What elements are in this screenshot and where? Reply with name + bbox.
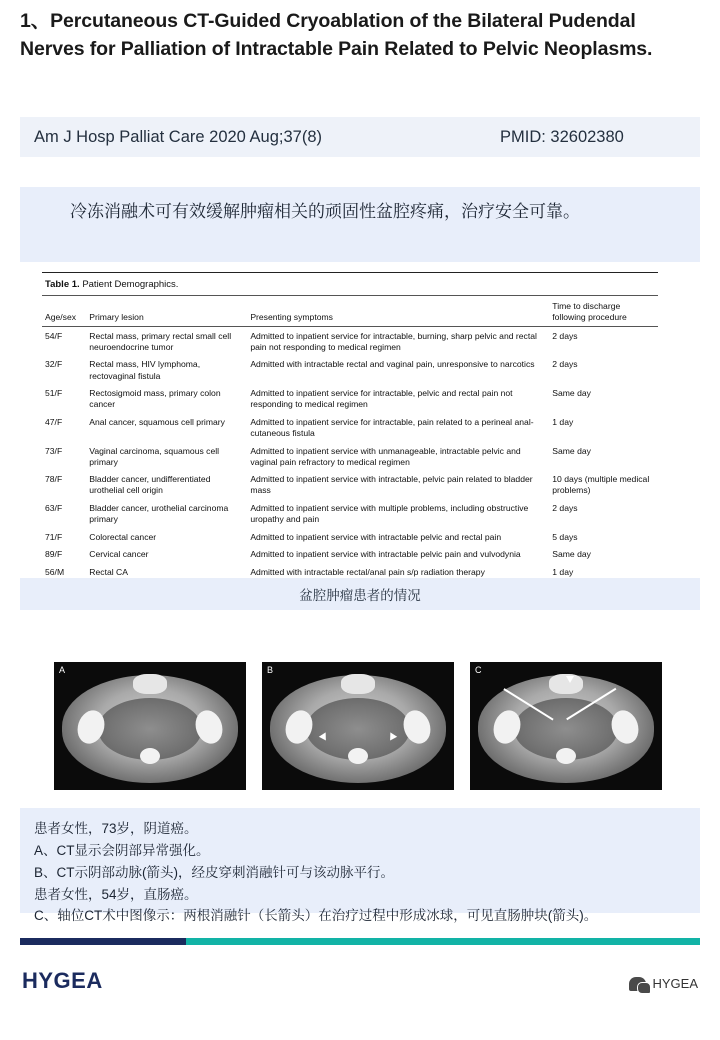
legend-line-3: B、CT示阴部动脉(箭头)，经皮穿刺消融针可与该动脉平行。 [34,864,394,880]
sacrum-bone-a [133,674,167,694]
table-row [42,385,658,414]
conclusion-box: 冷冻消融术可有效缓解肿瘤相关的顽固性盆腔疼痛，治疗安全可靠。 [20,187,700,262]
cell-discharge: Same day [552,445,591,456]
ct-image-c [470,662,662,790]
table-caption-label: Table 1. [45,279,80,290]
ct-panel-label-b: B [267,665,274,675]
column-header-age-sex: Age/sex [42,296,86,327]
pubic-bone-a [140,748,160,764]
cell-symptoms: Admitted to inpatient service for intractable, pain related to a perineal anal-cutaneous fistula [250,416,534,438]
ct-image-a [54,662,246,790]
cell-age-sex: 71/F [45,531,63,542]
cell-lesion: Bladder cancer, urothelial carcinoma primary [89,502,229,525]
table-row [42,500,658,529]
cell-discharge: 5 days [552,531,578,542]
journal-info-bar [20,117,700,157]
wechat-icon [629,977,646,991]
cell-symptoms: Admitted to inpatient service with intractable pelvic pain and vulvodynia [250,549,521,560]
footer-brand-logo: HYGEA [22,968,103,993]
cell-age-sex: 78/F [45,474,63,485]
table-row [42,442,658,471]
cell-symptoms: Admitted with intractable rectal and vaginal pain, unresponsive to narcotics [250,359,535,370]
table-row [42,414,658,443]
cell-discharge: 10 days (multiple medical problems) [552,474,650,496]
table-row [42,327,658,356]
column-header-time-to-discharge: Time to discharge following procedure [549,296,658,327]
cell-lesion: Rectal mass, HIV lymphoma, rectovaginal fistula [89,359,201,381]
cell-lesion: Rectal CA [89,566,128,577]
cell-age-sex: 47/F [45,416,63,427]
sacrum-bone-b [341,674,375,694]
ct-panel-label-a: A [59,665,66,675]
cell-discharge: Same day [552,388,591,399]
cell-age-sex: 32/F [45,359,63,370]
table-caption [42,273,658,296]
legend-line-2: A、CT显示会阴部异常强化。 [34,842,210,858]
column-header-primary-lesion: Primary lesion [86,296,247,327]
pmid-label: PMID: 32602380 [500,127,624,146]
cell-age-sex: 56/M [45,566,65,577]
table-row [42,356,658,385]
ct-panel-label-c: C [475,665,482,675]
legend-line-1: 患者女性，73岁，阴道癌。 [34,821,198,836]
cell-symptoms: Admitted to inpatient service with intractable, pelvic pain related to bladder mass [250,474,533,496]
table-subcaption-bar: 盆腔肿瘤患者的情况 [20,578,700,610]
cell-lesion: Colorectal cancer [89,531,157,542]
cell-age-sex: 51/F [45,388,63,399]
footer-divider [20,938,700,945]
column-header-presenting-symptoms: Presenting symptoms [247,296,549,327]
table-row [42,529,658,547]
cell-symptoms: Admitted to inpatient service with multiple problems, including obstructive uropathy and pain [250,502,529,525]
patient-demographics-table [42,272,658,583]
cell-symptoms: Admitted to inpatient service for intractable, pelvic and rectal pain not responding to medical regimen [250,388,513,410]
footer-divider-navy-segment [20,938,186,945]
ct-image-row [54,662,666,790]
footer-wechat-account [629,976,698,991]
pubic-bone-c [556,748,576,764]
cell-symptoms: Admitted to inpatient service for intractable, burning, sharp pelvic and rectal pain not responding to medical regimen [250,330,537,352]
table-row [42,546,658,564]
footer-wechat-name: HYGEA [652,976,698,991]
cell-discharge: 2 days [552,359,578,370]
legend-line-4: 患者女性，54岁，直肠癌。 [34,886,198,902]
cell-discharge: 1 day [552,416,574,427]
cell-lesion: Anal cancer, squamous cell primary [89,416,225,427]
cell-lesion: Rectal mass, primary rectal small cell neuroendocrine tumor [89,330,232,352]
cell-symptoms: Admitted to inpatient service with unmanageable, intractable pelvic and vaginal pain refractory to medical regimen [250,445,521,467]
cell-discharge: 1 day [552,566,574,577]
cell-lesion: Cervical cancer [89,549,149,560]
cell-lesion: Vaginal carcinoma, squamous cell primary [89,445,220,467]
cell-age-sex: 73/F [45,445,63,456]
cell-age-sex: 54/F [45,330,63,341]
cell-symptoms: Admitted with intractable rectal/anal pain s/p radiation therapy [250,566,485,577]
footer-divider-teal-segment [186,938,700,945]
cell-age-sex: 63/F [45,502,63,513]
cell-age-sex: 89/F [45,549,63,560]
table-row [42,471,658,500]
cell-lesion: Bladder cancer, undifferentiated urothelial cell origin [89,474,211,496]
ct-image-b [262,662,454,790]
table-caption-text: Patient Demographics. [82,279,179,290]
legend-line-5: C、轴位CT术中图像示：两根消融针（长箭头）在治疗过程中形成冰球，可见直肠肿块(箭头)。 [34,908,598,924]
annotation-arrow-c [566,676,574,683]
cell-symptoms: Admitted to inpatient service with intractable pelvic and rectal pain [250,531,502,542]
page-title: 1、Percutaneous CT-Guided Cryoablation of the Bilateral Pudendal Nerves for Palliation of Intractable Pain Related to Pelvic Neoplasms. [20,10,653,60]
cell-discharge: 2 days [552,502,578,513]
journal-citation: Am J Hosp Palliat Care 2020 Aug;37(8) [34,127,322,146]
pubic-bone-b [348,748,368,764]
table-header-row [42,296,658,327]
cell-discharge: Same day [552,549,591,560]
figure-legend-box [20,808,700,924]
cell-discharge: 2 days [552,330,578,341]
cell-lesion: Rectosigmoid mass, primary colon cancer [89,388,221,410]
